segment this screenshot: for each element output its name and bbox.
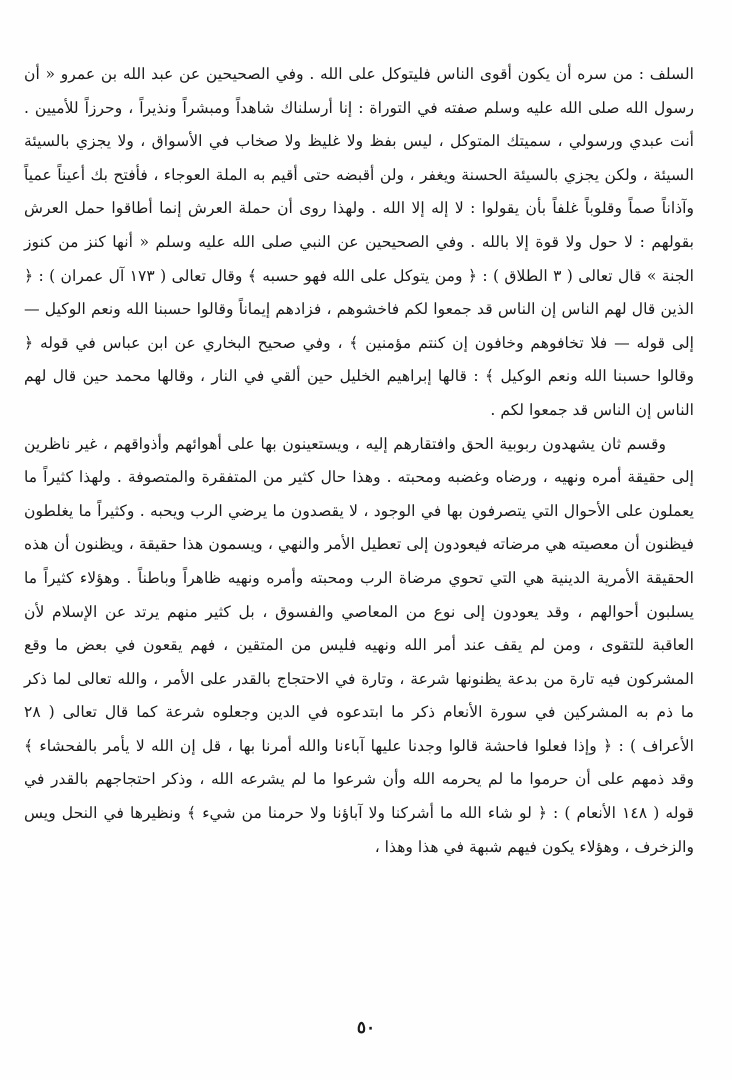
body-text [24,58,694,864]
paragraph-2: وقسم ثان يشهدون ربوبية الحق وافتقارهم إليه ، ويستعينون بها على أهوائهم وأذواقهم ، غير ناظرين إلى حقيقة أمره ونهيه ، ورضاه وغضبه ومحبته . وهذا حال كثير من المتفقرة والمتصوفة . ولهذا كثيراً ما يعملون على الأحوال التي يتصرفون بها في الوجود ، لا يقصدون ما يرضي الرب ويحبه . وكثيراً ما يغلطون فيظنون أن معصيته هي مرضاته فيعودون إلى تعطيل الأمر والنهي ، ويسمون هذا حقيقة ، ويظنون أن هذه الحقيقة الأمرية الدينية هي التي تحوي مرضاة الرب ومحبته وأمره ونهيه ظاهراً وباطناً . وهؤلاء كثيراً ما يسلبون أحوالهم ، وقد يعودون إلى نوع من المعاصي والفسوق ، بل كثير منهم يرتد عن الإسلام لأن العاقبة للتقوى ، ومن لم يقف عند أمر الله ونهيه فليس من المتقين ، فهم يقعون في بعض ما وقع المشركون فيه تارة من بدعة يظنونها شرعة ، وتارة في الاحتجاج بالقدر على الأمر ، والله تعالى لما ذكر ما ذم به المشركين في سورة الأنعام ذكر ما ابتدعوه في الدين وجعلوه شرعة كما قال تعالى ( ٢٨ الأعراف ) : ﴿ وإذا فعلوا فاحشة قالوا وجدنا عليها آباءنا والله أمرنا بها ، قل إن الله لا يأمر بالفحشاء ﴾ وقد ذمهم على أن حرموا ما لم يحرمه الله وأن شرعوا ما لم يشرعه الله ، وذكر احتجاجهم بالقدر في قوله ( ١٤٨ الأنعام ) : ﴿ لو شاء الله ما أشركنا ولا آباؤنا ولا حرمنا من شيء ﴾ ونظيرها في النحل ويس والزخرف ، وهؤلاء يكون فيهم شبهة في هذا وهذا ، [24,434,694,856]
paragraph-1: السلف : من سره أن يكون أقوى الناس فليتوكل على الله . وفي الصحيحين عن عبد الله بن عمرو « أن رسول الله صلى الله عليه وسلم صفته في التوراة : إنا أرسلناك شاهداً ومبشراً ونذيراً ، وحرزاً للأميين . أنت عبدي ورسولي ، سميتك المتوكل ، ليس بفظ ولا غليظ ولا صخاب في الأسواق ، ولا يجزي بالسيئة السيئة ، ولكن يجزي بالسيئة الحسنة ويغفر ، ولن أقبضه حتى أقيم به الملة العوجاء ، فأفتح بك أعيناً عمياً وآذاناً صماً وقلوباً غلفاً بأن يقولوا : لا إله إلا الله . ولهذا روى أن حملة العرش إنما أطاقوا حمل العرش بقولهم : لا حول ولا قوة إلا بالله . وفي الصحيحين عن النبي صلى الله عليه وسلم « أنها كنز من كنوز الجنة » قال تعالى ( ٣ الطلاق ) : ﴿ ومن يتوكل على الله فهو حسبه ﴾ وقال تعالى ( ١٧٣ آل عمران ) : ﴿ الذين قال لهم الناس إن الناس قد جمعوا لكم فاخشوهم ، فزادهم إيماناً وقالوا حسبنا الله ونعم الوكيل — إلى قوله — فلا تخافوهم وخافون إن كنتم مؤمنين ﴾ ، وفي صحيح البخاري عن ابن عباس في قوله ﴿ وقالوا حسبنا الله ونعم الوكيل ﴾ : قالها إبراهيم الخليل حين ألقي في النار ، وقالها محمد حين قال لهم الناس إن الناس قد جمعوا لكم . [24,65,694,419]
page-number: ٥٠ [356,1018,376,1038]
